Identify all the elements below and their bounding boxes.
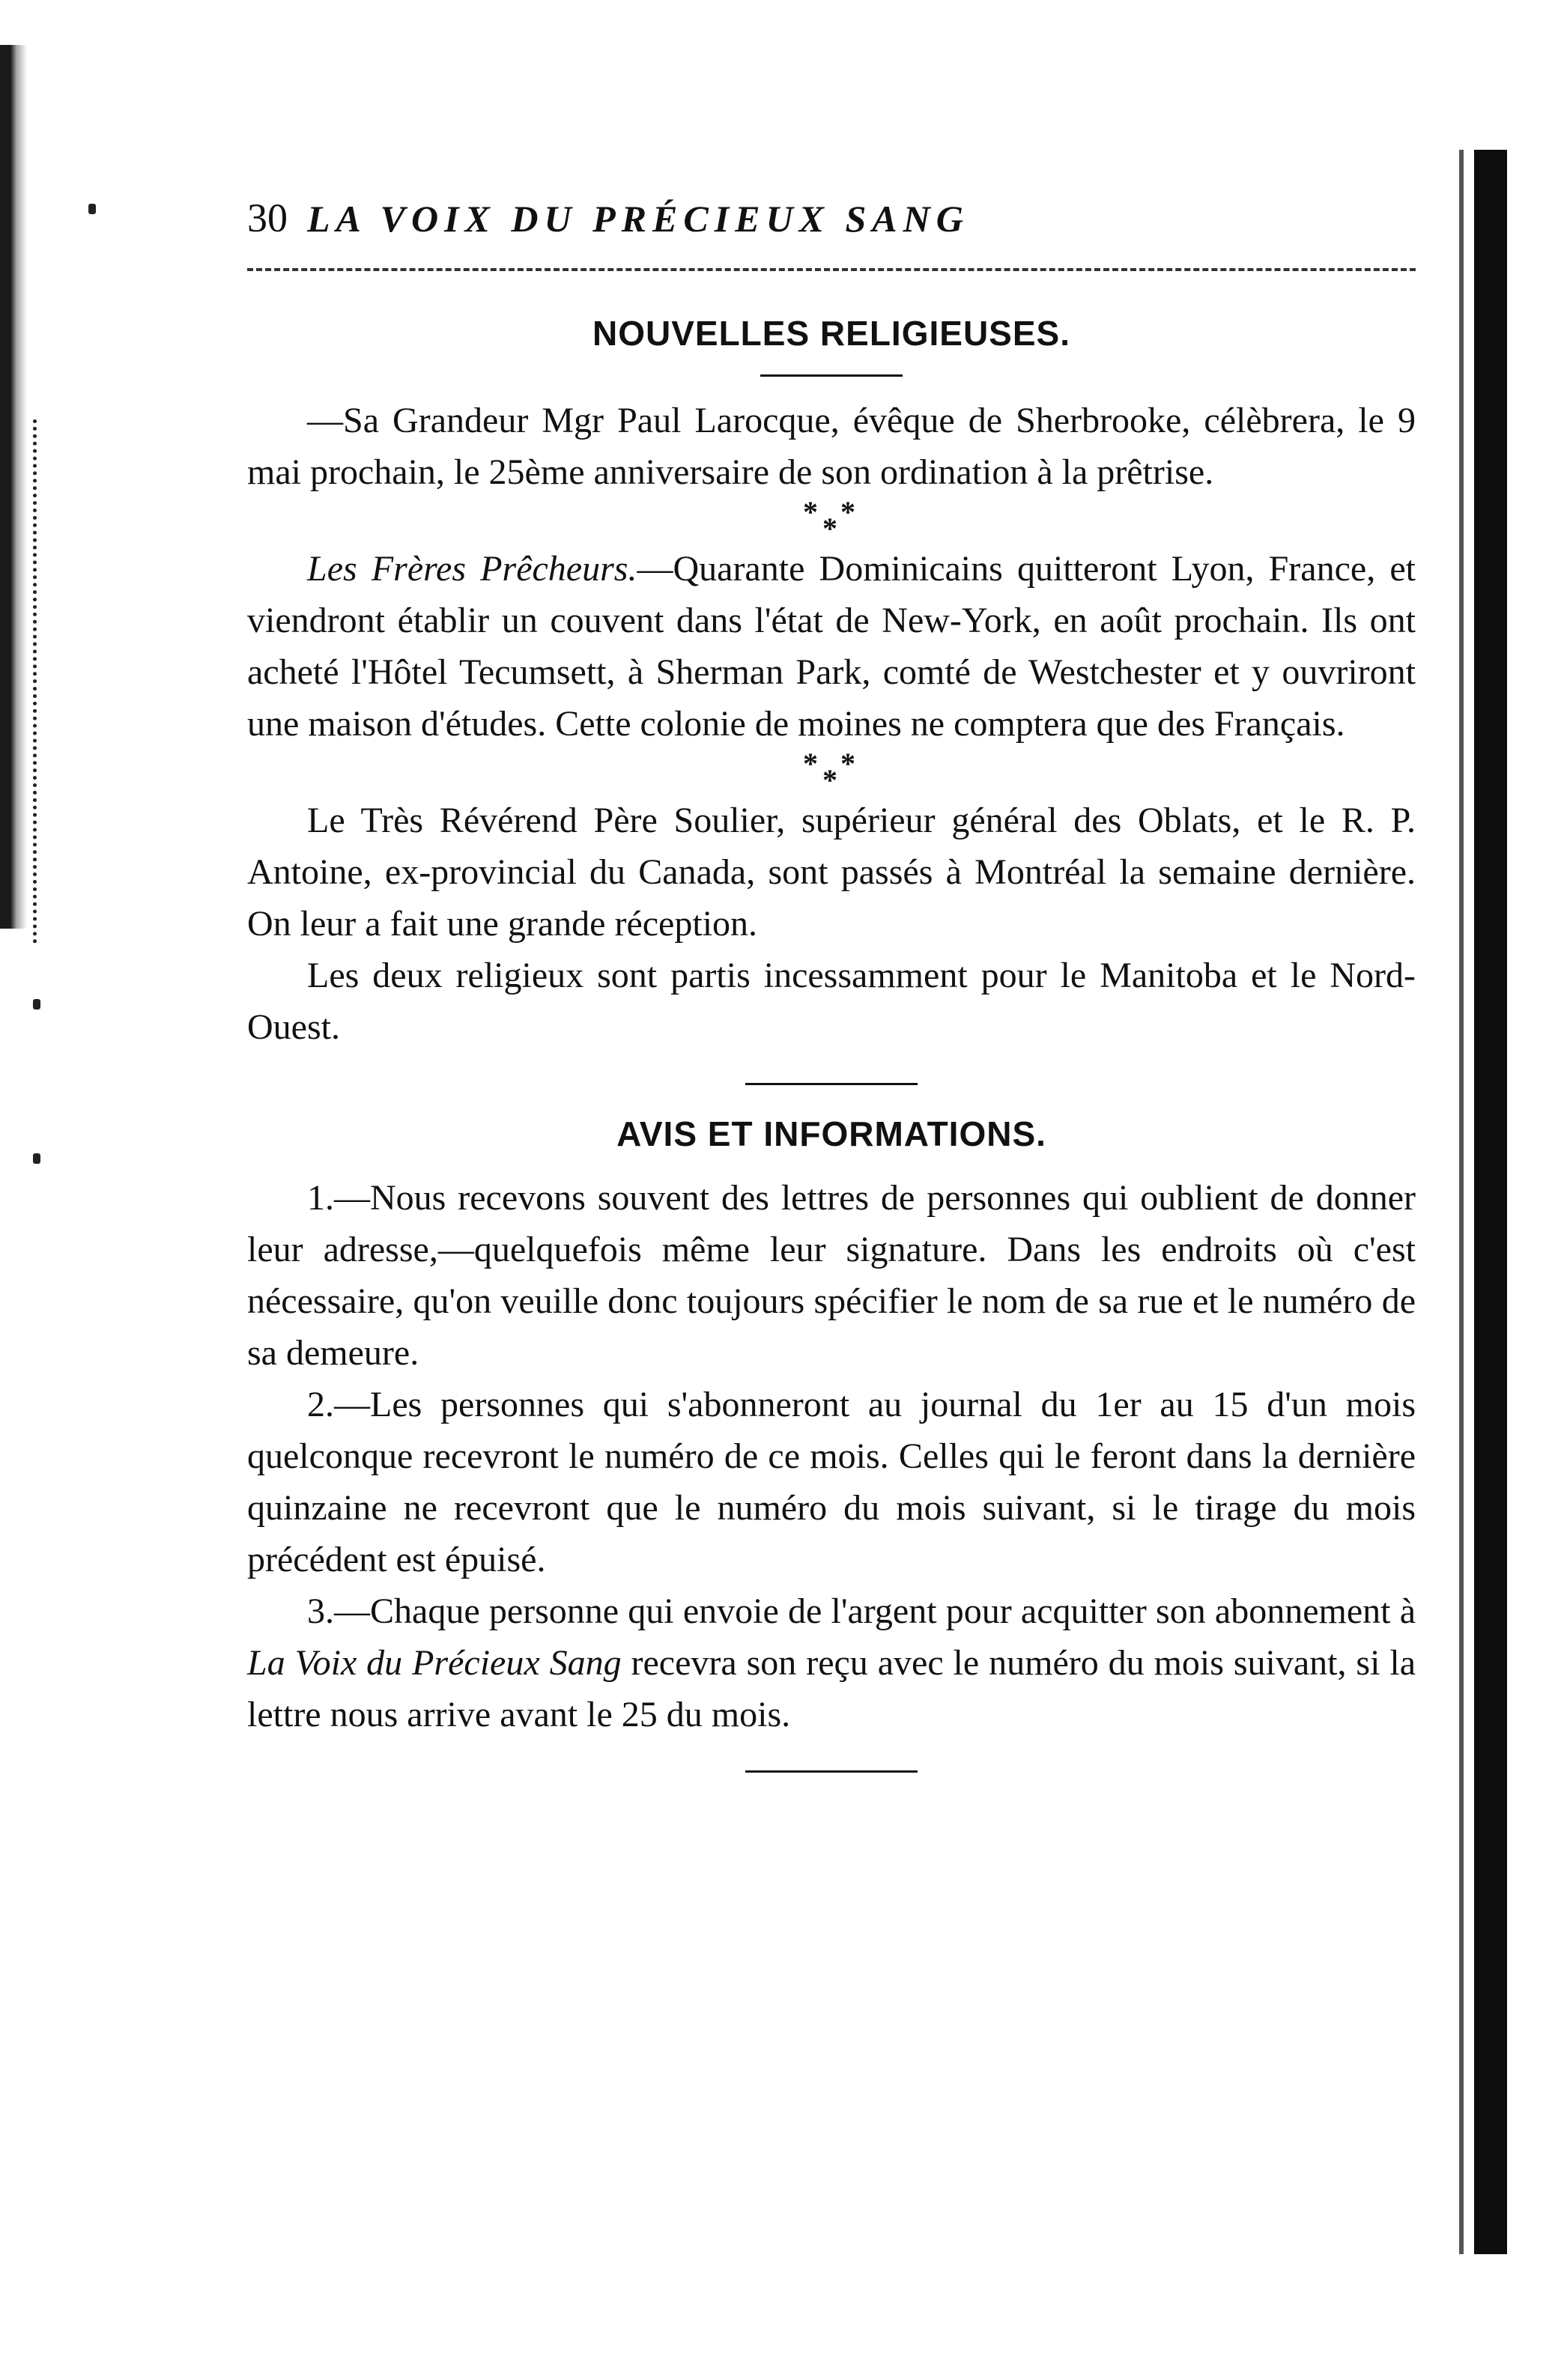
page-number: 30: [247, 195, 288, 240]
section-title-nouvelles-religieuses: NOUVELLES RELIGIEUSES.: [592, 314, 1070, 353]
asterism-star: *: [840, 495, 855, 529]
news-item-body: —Quarante Dominicains quitteront Lyon, France, et viendront établir un couvent dans l'état de New-York, en août prochain. Ils ont acheté l'Hôtel Tecumsett, à Sherman Park, comté de Westchester et y ouvriront une maison d'études. Cette colonie de moines ne comptera que des Français.: [247, 549, 1416, 744]
notice-item-3-text: 3.—Chaque personne qui envoie de l'argent pour acquitter son abonnement à: [307, 1591, 1416, 1631]
news-item-lead: Les Frères Prêcheurs.: [307, 549, 637, 589]
asterism-separator: [247, 495, 1416, 545]
notice-item-1: 1.—Nous recevons souvent des lettres de personnes qui oublient de donner leur adresse,—quelquefois même leur signature. Dans les endroits où c'est nécessaire, qu'on veuille donc toujours spécifier le nom de sa rue et le numéro de sa demeure.: [247, 1178, 1416, 1373]
notice-item-3-text-end: recevra son reçu avec le numéro du mois suivant, si la lettre nous arrive avant le 25 du mois.: [247, 1643, 1416, 1734]
news-item-dominicains: [247, 543, 1416, 750]
scan-left-edge-shadow: [0, 45, 27, 929]
scan-right-edge-line: [1459, 150, 1464, 2254]
news-item-larocque: —Sa Grandeur Mgr Paul Larocque, évêque de Sherbrooke, célèbrera, le 9 mai prochain, le 25ème anniversaire de son ordination à la prêtrise.: [247, 401, 1416, 492]
journal-title: La Voix du Précieux Sang: [247, 1643, 622, 1683]
asterism-star: *: [822, 763, 837, 797]
asterism-star: *: [803, 495, 818, 529]
news-item-soulier: Le Très Révérend Père Soulier, supérieur général des Oblats, et le R. P. Antoine, ex-provincial du Canada, sont passés à Montréal la semaine dernière. On leur a fait une grande réception.: [247, 801, 1416, 944]
asterism-star: *: [803, 747, 818, 780]
asterism-star: *: [822, 511, 837, 545]
scan-dot-mark: [33, 1153, 40, 1164]
scan-right-edge-shadow: [1474, 150, 1507, 2254]
section-rule: [745, 1083, 918, 1085]
scan-dot-mark: [88, 204, 96, 214]
running-header: [247, 195, 1416, 247]
closing-rule: [745, 1770, 918, 1773]
news-item-religieux: Les deux religieux sont partis incessamment pour le Manitoba et le Nord-Ouest.: [247, 956, 1416, 1047]
running-title: LA VOIX DU PRÉCIEUX SANG: [307, 198, 969, 240]
notice-item-2: 2.—Les personnes qui s'abonneront au journal du 1er au 15 d'un mois quelconque recevront le numéro de ce mois. Celles qui le feront dans la dernière quinzaine ne recevront que le numéro du mois suivant, si le tirage du mois précédent est épuisé.: [247, 1385, 1416, 1579]
notice-item-3: [247, 1585, 1416, 1740]
asterism-separator: [247, 747, 1416, 797]
section-rule: [760, 374, 903, 377]
scan-dot-mark: [33, 999, 40, 1010]
scan-left-margin-marks: [33, 419, 47, 944]
section-title-avis-et-informations: AVIS ET INFORMATIONS.: [616, 1114, 1046, 1153]
page-content: [247, 195, 1416, 1773]
asterism-star: *: [840, 747, 855, 780]
header-rule: [247, 268, 1416, 271]
